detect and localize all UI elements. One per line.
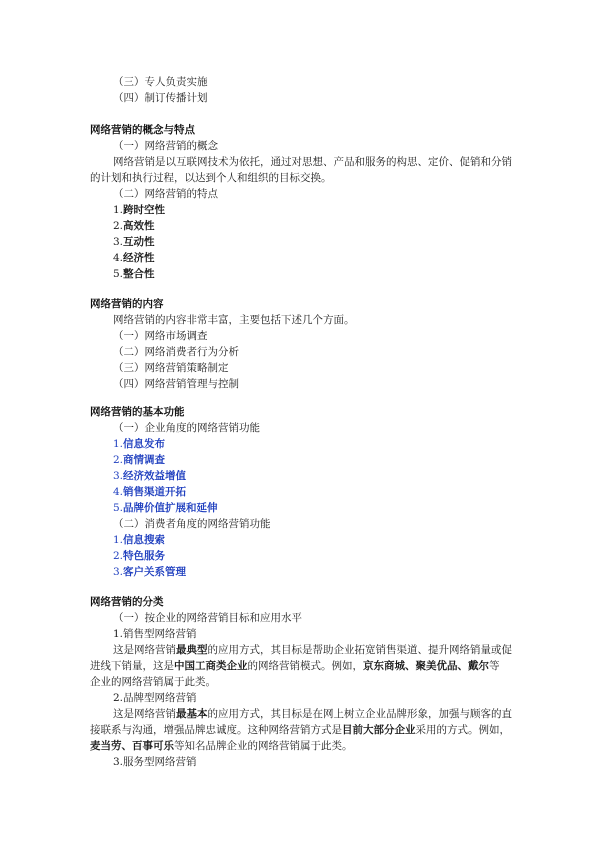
list-item: 3.互动性	[113, 236, 155, 248]
subsection-heading: （二）消费者角度的网络营销功能	[113, 518, 271, 530]
paragraph-line: 进线下销量，这是中国工商类企业的网络营销模式。例如，京东商城、聚美优品、戴尔等	[90, 660, 500, 672]
paragraph-line: 这是网络营销最典型的应用方式，其目标是帮助企业拓宽销售渠道、提升网络销量或促	[113, 644, 512, 656]
list-item: 1.信息发布	[113, 438, 166, 450]
subsection-heading: （一）网络营销的概念	[113, 140, 218, 152]
list-item: 3.客户关系管理	[113, 566, 187, 578]
list-item: 4.销售渠道开拓	[113, 486, 187, 498]
paragraph-line: 这是网络营销最基本的应用方式，其目标是在网上树立企业品牌形象，加强与顾客的直	[113, 708, 512, 720]
list-item: （二）网络消费者行为分析	[113, 346, 239, 358]
list-item: （一）网络市场调查	[113, 330, 208, 342]
list-item: 2.商情调查	[113, 454, 166, 466]
subsection-heading: （二）网络营销的特点	[113, 188, 218, 200]
list-item: 2.特色服务	[113, 550, 166, 562]
list-item: 3.经济效益增值	[113, 470, 187, 482]
list-item: 2.高效性	[113, 220, 155, 232]
section-heading: 网络营销的内容	[90, 298, 164, 310]
list-item: （三）网络营销策略制定	[113, 362, 229, 374]
paragraph-line: 麦当劳、百事可乐等知名品牌企业的网络营销属于此类。	[90, 740, 353, 752]
outline-item: （三）专人负责实施	[113, 76, 208, 88]
subsection-heading: （一）按企业的网络营销目标和应用水平	[113, 612, 302, 624]
subsection-heading: （一）企业角度的网络营销功能	[113, 422, 260, 434]
paragraph-line: 企业的网络营销属于此类。	[90, 676, 216, 688]
list-item: 1.跨时空性	[113, 204, 166, 216]
item-title: 1.销售型网络营销	[113, 628, 197, 640]
paragraph-line: 的计划和执行过程，以达到个人和组织的目标交换。	[90, 172, 332, 184]
paragraph-line: 网络营销是以互联网技术为依托，通过对思想、产品和服务的构思、定价、促销和分销	[113, 156, 512, 168]
section-heading: 网络营销的基本功能	[90, 406, 185, 418]
list-item: 5.整合性	[113, 268, 155, 280]
paragraph-line: 网络营销的内容非常丰富，主要包括下述几个方面。	[113, 314, 355, 326]
item-title: 2.品牌型网络营销	[113, 692, 197, 704]
item-title: 3.服务型网络营销	[113, 756, 197, 768]
section-heading: 网络营销的概念与特点	[90, 124, 195, 136]
list-item: 5.品牌价值扩展和延伸	[113, 502, 218, 514]
list-item: 4.经济性	[113, 252, 155, 264]
list-item: （四）网络营销管理与控制	[113, 378, 239, 390]
outline-item: （四）制订传播计划	[113, 92, 208, 104]
paragraph-line: 接联系与沟通，增强品牌忠诚度。这种网络营销方式是目前大部分企业采用的方式。例如，	[90, 724, 510, 736]
section-heading: 网络营销的分类	[90, 596, 164, 608]
list-item: 1.信息搜索	[113, 534, 166, 546]
